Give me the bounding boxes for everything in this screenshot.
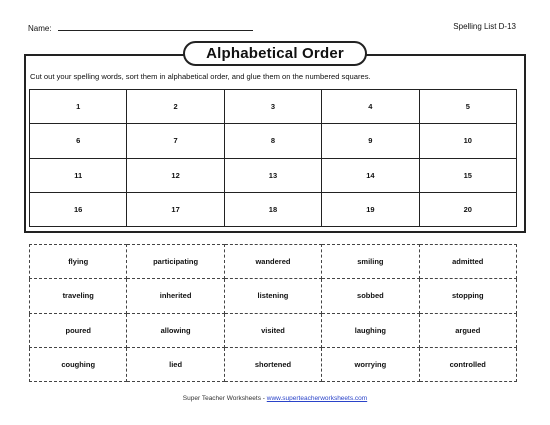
word-card: controlled: [419, 347, 516, 381]
words-row: [30, 347, 517, 381]
numbered-square: 9: [322, 124, 419, 158]
grid-row: [30, 124, 517, 158]
word-card: worrying: [322, 347, 419, 381]
word-card: admitted: [419, 245, 516, 279]
word-card: listening: [224, 279, 321, 313]
numbered-square: 6: [30, 124, 127, 158]
numbered-square: 1: [30, 90, 127, 124]
numbered-square: 11: [30, 158, 127, 192]
numbered-square: 3: [224, 90, 321, 124]
numbered-square: 5: [419, 90, 516, 124]
words-row: [30, 313, 517, 347]
spelling-list-id: Spelling List D-13: [453, 22, 516, 31]
numbered-square: 8: [224, 124, 321, 158]
word-card: flying: [30, 245, 127, 279]
words-row: [30, 245, 517, 279]
name-line[interactable]: [58, 22, 253, 31]
numbered-square: 7: [127, 124, 224, 158]
numbered-square: 13: [224, 158, 321, 192]
numbered-square: 15: [419, 158, 516, 192]
footer-link[interactable]: www.superteacherworksheets.com: [266, 395, 368, 402]
page-title: Alphabetical Order: [183, 41, 367, 66]
word-card: allowing: [127, 313, 224, 347]
spelling-words-cutout: [29, 244, 517, 382]
numbered-square: 18: [224, 192, 321, 226]
word-card: shortened: [224, 347, 321, 381]
instructions: Cut out your spelling words, sort them in alphabetical order, and glue them on the numbered squares.: [30, 72, 371, 81]
word-card: coughing: [30, 347, 127, 381]
numbered-square: 20: [419, 192, 516, 226]
footer-credit: Super Teacher Worksheets -: [182, 395, 267, 402]
word-card: smiling: [322, 245, 419, 279]
word-card: laughing: [322, 313, 419, 347]
word-card: inherited: [127, 279, 224, 313]
grid-row: [30, 158, 517, 192]
numbered-squares-grid: [29, 89, 517, 227]
word-card: participating: [127, 245, 224, 279]
word-card: argued: [419, 313, 516, 347]
name-field: [28, 22, 253, 33]
numbered-square: 17: [127, 192, 224, 226]
word-card: traveling: [30, 279, 127, 313]
footer: [0, 395, 550, 402]
numbered-square: 10: [419, 124, 516, 158]
word-card: visited: [224, 313, 321, 347]
name-label: Name:: [28, 24, 52, 33]
word-card: sobbed: [322, 279, 419, 313]
grid-row: [30, 192, 517, 226]
grid-row: [30, 90, 517, 124]
word-card: stopping: [419, 279, 516, 313]
word-card: poured: [30, 313, 127, 347]
numbered-square: 2: [127, 90, 224, 124]
words-row: [30, 279, 517, 313]
numbered-square: 14: [322, 158, 419, 192]
numbered-square: 19: [322, 192, 419, 226]
numbered-square: 12: [127, 158, 224, 192]
numbered-square: 4: [322, 90, 419, 124]
numbered-square: 16: [30, 192, 127, 226]
word-card: lied: [127, 347, 224, 381]
word-card: wandered: [224, 245, 321, 279]
